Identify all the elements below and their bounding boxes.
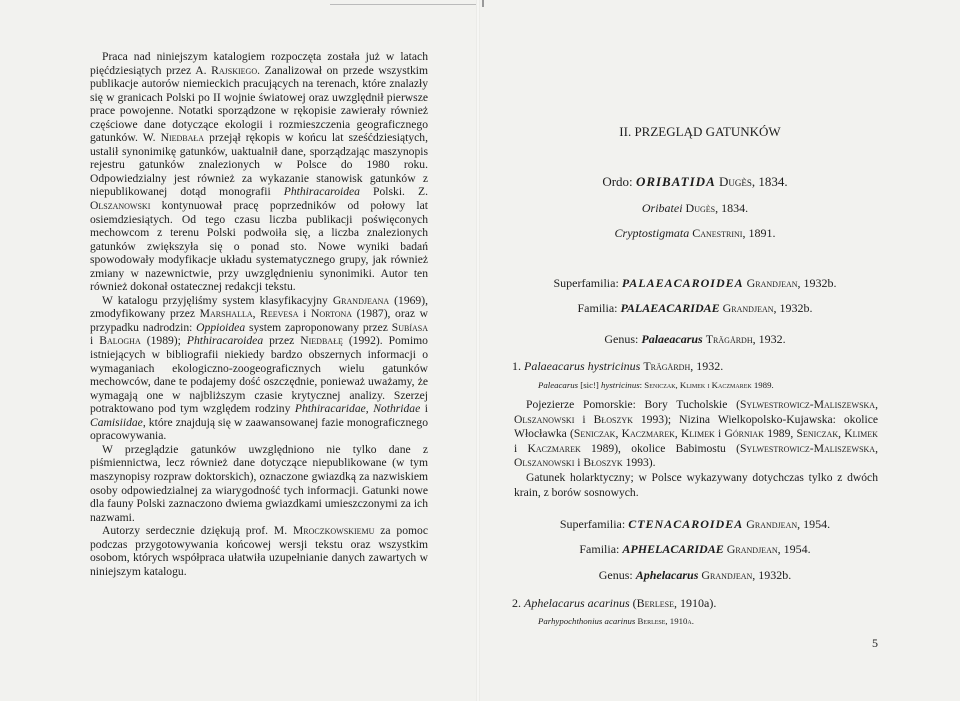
text-run: (1987), oraz w przypadku nadrodzin: — [90, 307, 428, 334]
genus-1-name: Palaeacarus — [641, 332, 703, 346]
superfamilia-2-author: Grandjean — [746, 517, 798, 531]
left-page-text — [90, 50, 428, 578]
species-1-name: Palaeacarus hystricinus — [524, 359, 641, 373]
species-2-name: Aphelacarus acarinus — [524, 596, 630, 610]
superfamilia-2-line — [510, 517, 880, 532]
left-paragraph — [90, 443, 428, 524]
superfamilia-1-label: Superfamilia: — [553, 276, 622, 290]
text-run: Polski. Z. — [359, 185, 428, 199]
species-1-line — [512, 359, 723, 374]
text-run: Autorzy serdecznie dziękują prof. M. — [102, 524, 293, 538]
genus-1-line — [510, 332, 880, 347]
synonym-1-line — [538, 380, 774, 390]
text-run: przez — [263, 334, 301, 348]
author-name: Seniczak, Kaczmarek, Klimek — [573, 427, 715, 441]
oribatei-name: Oribatei — [641, 201, 683, 215]
text-run: W katalogu przyjęliśmy system klasyfikacyjny — [102, 293, 333, 307]
author-name: Niedbałę — [300, 334, 343, 348]
author-name: Seniczak, Klimek — [796, 427, 878, 441]
author-name: Marshalla — [199, 307, 253, 321]
superfamilia-1-name: PALAEACAROIDEA — [621, 276, 744, 290]
superfamilia-2-name: CTENACAROIDEA — [628, 517, 744, 531]
familia-1-line — [510, 301, 880, 316]
genus-1-author: Trägårdh — [705, 332, 753, 346]
genus-1-year: , 1932. — [752, 332, 786, 346]
familia-1-label: Familia: — [577, 301, 621, 315]
superfamilia-2-label: Superfamilia: — [559, 517, 629, 531]
text-run: kontynuował pracę poprzedników od połowy lat osiemdziesiątych. Od tego czasu liczba publikacji poświęconych mechowcom z terenu Polski podwoiła się, a liczba znalezionych gatunków zwiększyła się o ponad sto. Nowe wyniki badań spowodowały modyfikacje układu systematycznego grupy, jak również zmiany w nazewnictwie, przy uwzględnieniu synonimiki. Autor ten również dokonał ostatecznej redakcji tekstu. — [90, 199, 428, 294]
taxon-name: Phthiracaridae, Nothridae — [294, 402, 421, 416]
text-run: za pomoc podczas przygotowywania końcowej wersji tekstu oraz wszystkim osobom, których współpraca ułatwiła uzupełnianie danych zawartych w niniejszym katalogu. — [90, 524, 428, 578]
text-run: , — [252, 307, 261, 321]
author-name: Subíasa — [391, 320, 428, 334]
ordo-label: Ordo: — [602, 174, 636, 189]
species-1-distribution — [514, 398, 878, 500]
genus-2-label: Genus: — [598, 568, 636, 582]
section-heading: II. PRZEGLĄD GATUNKÓW — [619, 124, 781, 139]
ordo-name: ORIBATIDA — [635, 174, 716, 189]
familia-2-label: Familia: — [579, 542, 623, 556]
species-2-number: 2. — [512, 596, 524, 610]
ordo-year: , 1834. — [751, 174, 788, 189]
author-name: Błoszyk — [583, 456, 623, 470]
superfamilia-1-year: , 1932b. — [797, 276, 837, 290]
left-paragraph — [90, 50, 428, 294]
text-run: , które znajdują się w zaawansowanej fazie monograficznego opracowywania. — [90, 415, 428, 443]
author-name: Reevesa — [260, 307, 299, 321]
page-number: 5 — [872, 636, 878, 650]
species-1-year: , 1932. — [690, 359, 724, 373]
author-name: Niedbała — [160, 131, 205, 145]
synonym-1-citation: : Seniczak, Klimek i Kaczmarek 1989. — [639, 380, 774, 390]
text-run: (1969), zmodyfikowany przez — [90, 293, 428, 321]
author-name: Olszanowski — [90, 199, 151, 213]
taxon-name: Oppioidea — [196, 320, 246, 334]
author-name: Rajskiego — [211, 63, 258, 77]
synonym-1-epithet: hystricinus — [601, 380, 640, 390]
cryptostigmata-year: , 1891. — [742, 226, 776, 240]
synonym-1-sic: [sic!] — [578, 380, 602, 390]
text-run: i — [574, 412, 594, 426]
taxon-name: Camisiidae — [90, 415, 143, 429]
species-2-author: Berlese — [636, 596, 674, 610]
superfamilia-2-year: , 1954. — [797, 517, 831, 531]
author-name: Sylwestrowicz-Maliszewska, Olszanowski — [514, 441, 878, 470]
familia-2-name: APHELACARIDAE — [622, 542, 724, 556]
author-name: Górniak — [724, 427, 764, 441]
familia-2-author: Grandjean — [726, 542, 778, 556]
genus-1-label: Genus: — [604, 332, 642, 346]
author-name: Mroczkowskiemu — [292, 524, 375, 538]
author-name: Grandjeana — [332, 293, 390, 307]
cryptostigmata-name: Cryptostigmata — [614, 226, 690, 240]
text-run: przejął rękopis w końcu lat sześćdziesiątych, ustalił synonimikę gatunków, uaktualnił dane, sporządzając maszynopis rejestru gatunków znalezionych w Polsce do 1980 roku. Odpowiedzialny jest również za wykazanie stanowisk gatunków z niepublikowanej dotąd monografii — [90, 131, 428, 199]
text-run: (1989); — [140, 334, 187, 348]
text-run: W przeglądzie gatunków uwzględniono nie tylko dane z piśmiennictwa, lecz również dane dotyczące niepublikowane (w tym maszynopisy rozpraw doktorskich), oznaczone gwiazdką za nazwiskiem osoby odpowiedzialnej za wiarygodność tych informacji. Gatunki nowe dla fauny Polski zaznaczono dwiema gwiazdkami umieszczonymi za ich nazwami. — [90, 442, 428, 524]
synonym-2-citation: Berlese, 1910a. — [635, 616, 694, 626]
text-run: . Zanalizował on przede wszystkim publikacje autorów niemieckich pracujących na terenach, które znalazły się w granicach Polski po II wojnie światowej oraz uwzględnił pierwsze prace powojenne. Notatki sporządzone w rękopisie zawierały również częściowe dane dotyczące ekologii i rozmieszczenia geograficznego gatunków. W. — [90, 63, 428, 145]
text-run: 1993). — [622, 456, 656, 470]
species-1-number: 1. — [512, 359, 524, 373]
familia-2-line — [510, 542, 880, 557]
taxon-name: Phthiracaroidea — [283, 185, 360, 199]
text-run: i — [714, 427, 725, 441]
superfamilia-1-line — [510, 276, 880, 291]
species-2-paren: ( — [629, 596, 637, 610]
species-1-remarks: Gatunek holarktyczny; w Polsce wykazywany dotychczas tylko z dwóch krain, z borów sosnowych. — [514, 470, 878, 499]
text-run: i — [420, 402, 428, 416]
genus-2-name: Aphelacarus — [635, 568, 699, 582]
text-run: i — [298, 307, 311, 321]
synonym-1-name: Paleacarus — [538, 380, 579, 390]
cryptostigmata-line — [510, 226, 880, 241]
synonym-2-name: Parhypochthonius acarinus — [538, 616, 636, 626]
text-run: Pojezierze Pomorskie: Bory Tucholskie ( — [526, 398, 740, 411]
genus-2-author: Grandjean — [701, 568, 753, 582]
text-run: i — [90, 334, 100, 348]
text-run: i — [514, 441, 528, 455]
familia-1-year: , 1932b. — [773, 301, 813, 315]
text-run: (1992). Pomimo istniejących w bibliografii niekiedy bardzo obszernych informacji o wymaganiach ekologiczno-zoogeograficznych wielu gatunków mechowców, dane te podajemy dość oszczędnie, ponieważ uważamy, że wymagają one w najbliższym czasie krytycznej analizy. Szerzej potraktowano pod tym względem rodziny — [90, 334, 428, 416]
author-name: Nortona — [310, 307, 353, 321]
cryptostigmata-author: Canestrini — [692, 226, 743, 240]
text-run: 1989, — [763, 427, 797, 441]
ordo-author: Dugès — [719, 174, 752, 189]
genus-2-year: , 1932b. — [752, 568, 792, 582]
oribatei-author: Dugès — [685, 201, 716, 215]
oribatei-line — [510, 201, 880, 216]
taxon-name: Phthiracaroidea — [186, 334, 264, 348]
author-name: Kaczmarek — [527, 441, 581, 455]
ordo-line — [510, 174, 880, 190]
left-paragraph — [90, 524, 428, 578]
text-run: i — [574, 456, 584, 470]
species-2-line — [512, 596, 716, 611]
left-paragraph — [90, 294, 428, 443]
familia-1-author: Grandjean — [722, 301, 774, 315]
species-2-year: , 1910a). — [674, 596, 717, 610]
familia-2-year: , 1954. — [777, 542, 811, 556]
synonym-2-line — [538, 616, 694, 626]
text-run: 1993); Nizina Wielkopolsko-Kujawska: okolice Włocławka ( — [514, 412, 878, 441]
superfamilia-1-author: Grandjean — [746, 276, 798, 290]
author-name: Sylwestrowicz-Maliszewska, Olszanowski — [514, 398, 878, 426]
book-gutter — [476, 0, 480, 701]
text-run: 1989), okolice Babimostu ( — [580, 441, 740, 455]
species-1-author: Trägårdh — [643, 359, 691, 373]
text-run: Praca nad niniejszym katalogiem rozpoczęta została już w latach pięćdziesiątych przez A. — [90, 50, 428, 77]
species-1-localities — [514, 398, 878, 471]
author-name: Błoszyk — [593, 412, 633, 426]
genus-2-line — [510, 568, 880, 583]
text-run: system zaproponowany przez — [245, 320, 392, 334]
familia-1-name: PALAEACARIDAE — [620, 301, 720, 315]
author-name: Balogha — [99, 334, 141, 348]
oribatei-year: , 1834. — [715, 201, 749, 215]
